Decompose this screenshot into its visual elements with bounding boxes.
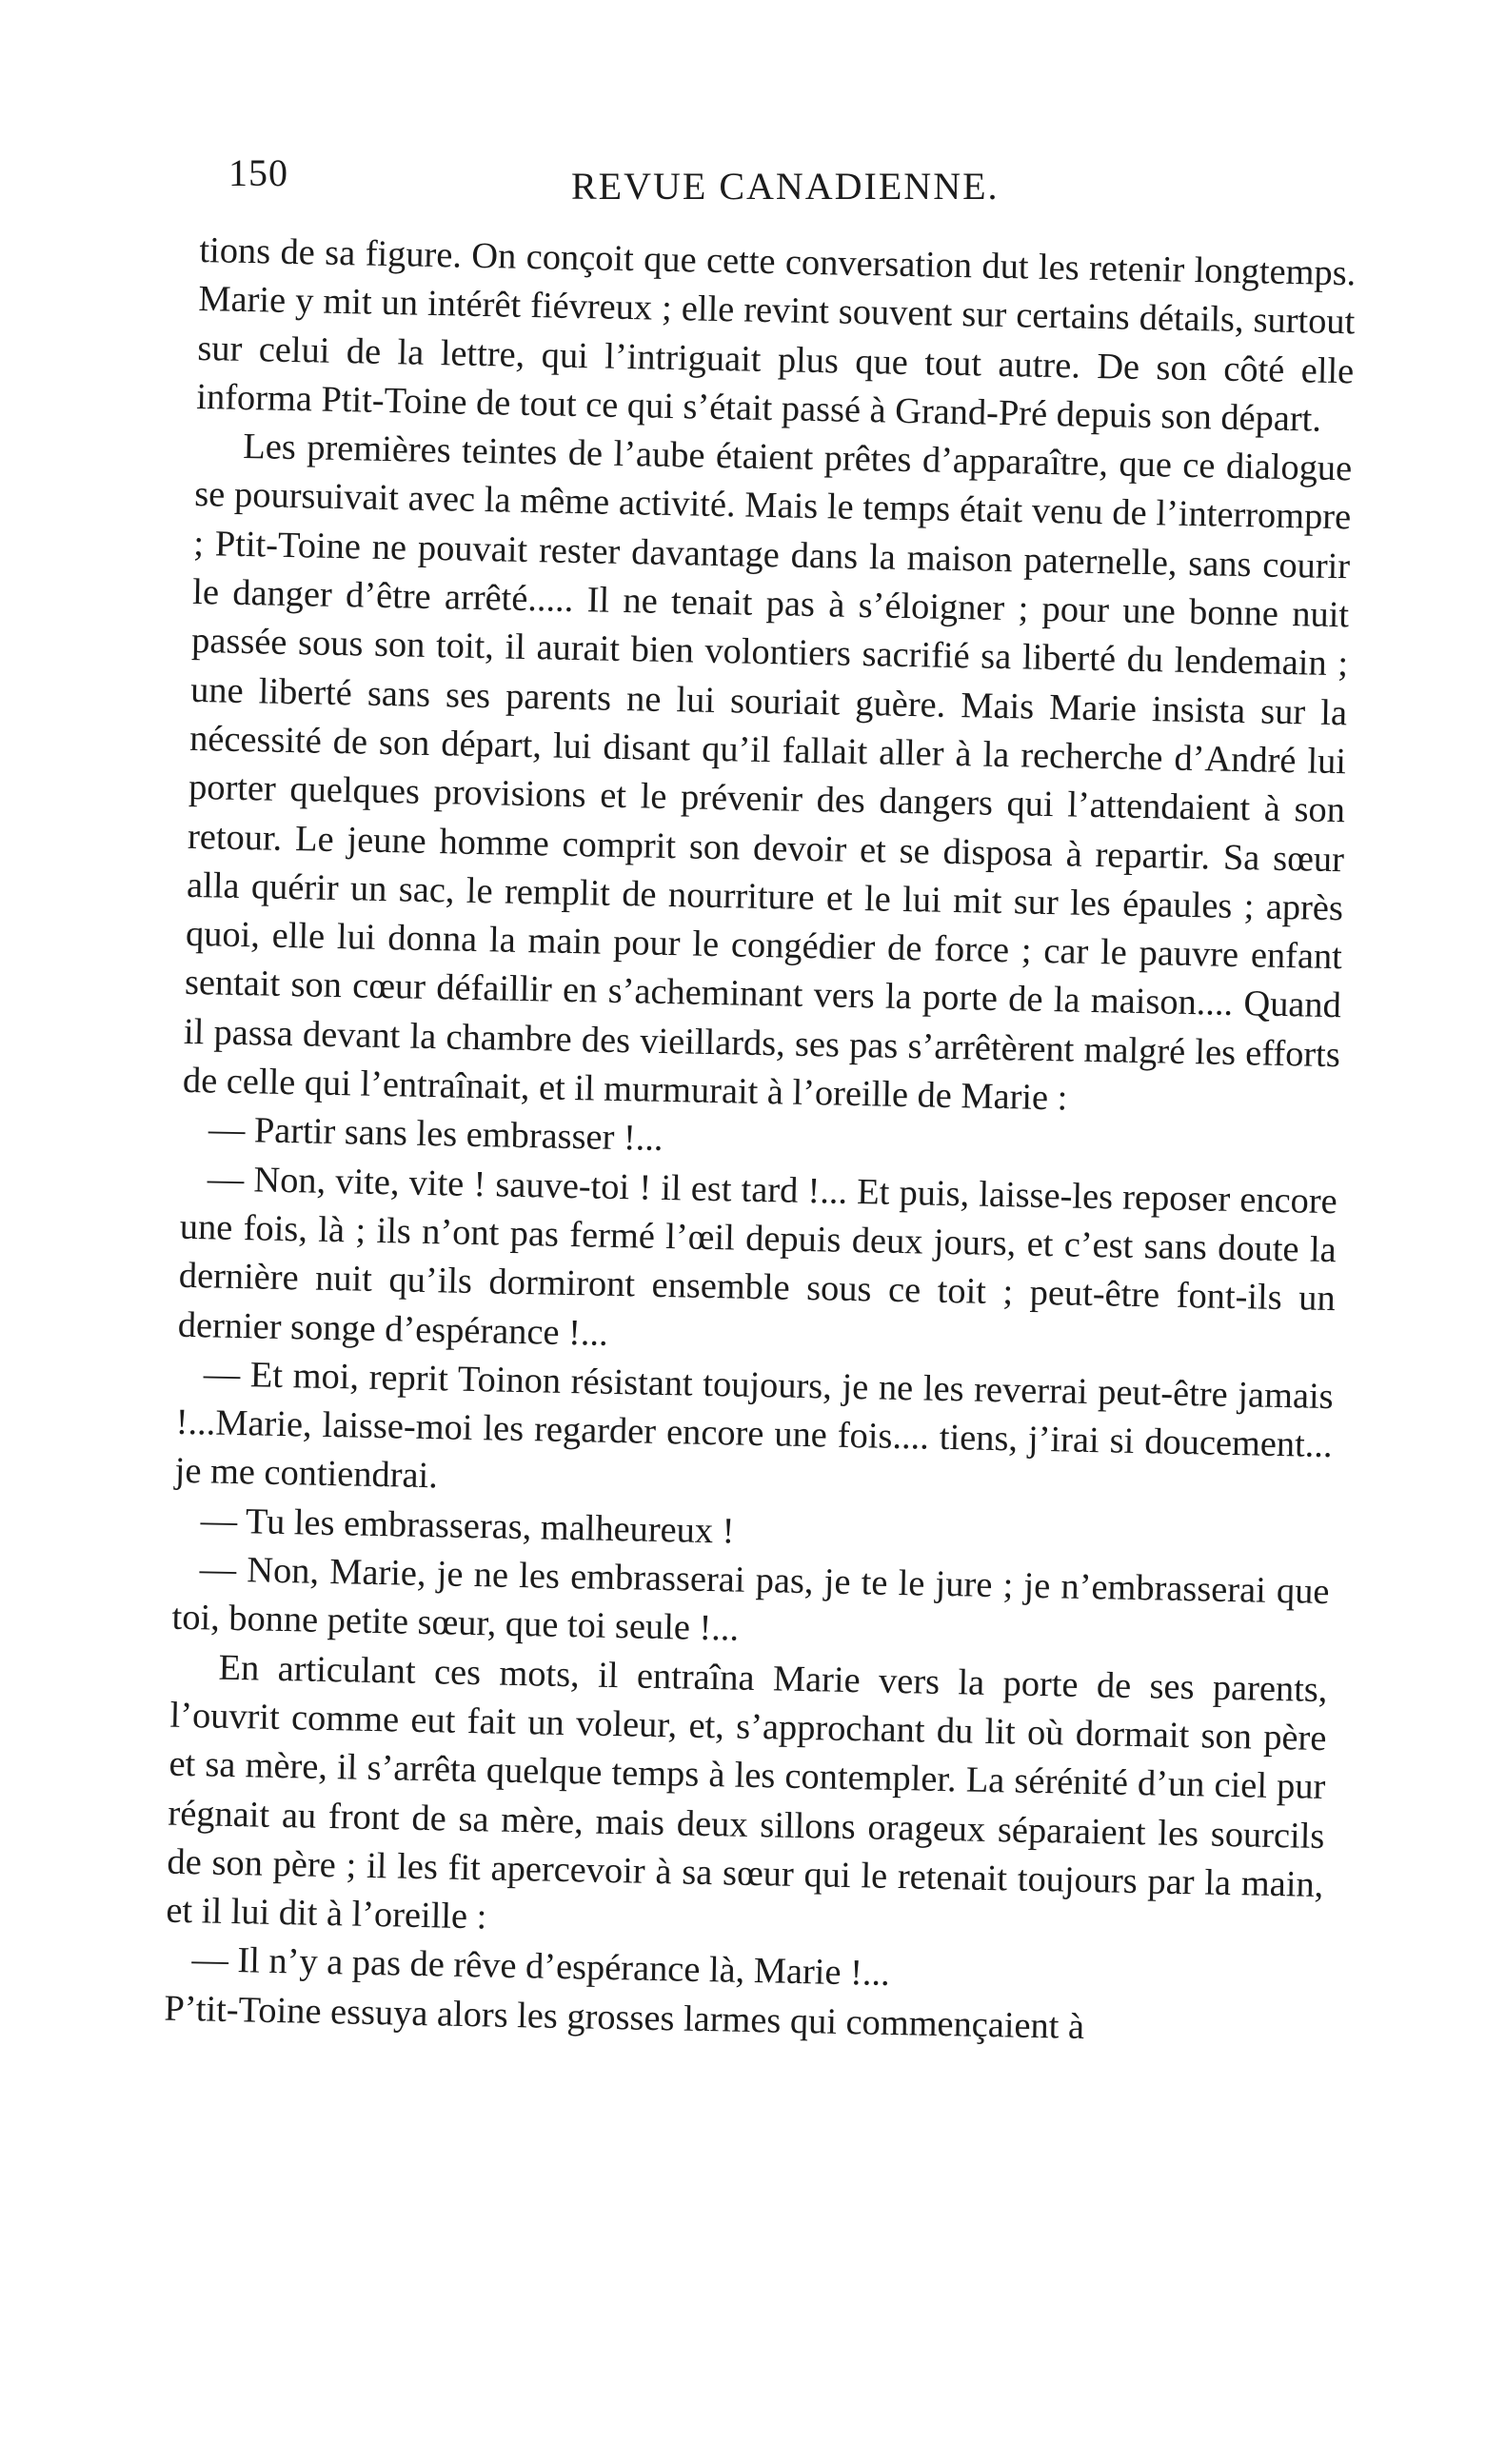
paragraph-final-line: P’tit-Toine essuya alors les grosses larmes qui commençaient à — [164, 1988, 1085, 2047]
dialogue-line: — Partir sans les embrasser !... — [208, 1109, 664, 1160]
page-number: 150 — [228, 151, 288, 194]
page-header — [228, 150, 1352, 208]
dialogue-line: — Non, Marie, je ne les embrasserai pas, je te le jure ; je n’embrasserai que toi, bonne petite sœur, que toi seule !... — [171, 1549, 1330, 1649]
paragraph: En articulant ces mots, il entraîna Marie vers la porte de ses parents, l’ouvrit comme eut fait un voleur, et, s’approchant du lit où dormait son père et sa mère, il s’arrêta quelque temps à les contempler. La sérénité d’un ciel pur régnait au front de sa mère, mais deux sillons orageux séparaient les sourcils de son père ; il les fit apercevoir à sa sœur qui le retenait toujours par la main, et il lui dit à l’oreille : — [166, 1647, 1328, 1937]
dialogue-line: — Non, vite, vite ! sauve-toi ! il est tard !... Et puis, laisse-les reposer encore une fois, là ; ils n’ont pas fermé l’œil depuis deux jours, et c’est sans doute la dernière nuit qu’ils dormiront ensemble sous ce toit ; peut-être font-ils un dernier songe d’espérance !... — [177, 1159, 1338, 1354]
body-text — [164, 227, 1357, 2057]
dialogue-line: — Et moi, reprit Toinon résistant toujours, je ne les reverrai peut-être jamais !...Marie, laisse-moi les regarder encore une fois.... tiens, j’irai si doucement... je me contiendrai. — [174, 1354, 1334, 1497]
paragraph: Les premières teintes de l’aube étaient prêtes d’apparaître, que ce dialogue se poursuivait avec la même activité. Mais le temps était venu de l’interrompre ; Ptit-Toine ne pouvait rester davantage dans la maison paternelle, sans courir le danger d’être arrêté..... Il ne tenait pas à s’éloigner ; pour une bonne nuit passée sous son toit, il aurait bien volontiers sacrifié sa liberté du lendemain ; une liberté sans ses parents ne lui souriait guère. Mais Marie insista sur la nécessité de son départ, lui disant qu’il fallait aller à la recherche d’André lui porter quelques provisions et le prévenir des dangers qui l’attendaient à son retour. Le jeune homme comprit son devoir et se disposa à repartir. Sa sœur alla quérir un sac, le remplit de nourriture et le lui mit sur les épaules ; après quoi, elle lui donna la main pour le congédier de force ; car le pauvre enfant sentait son cœur défaillir en s’acheminant vers la porte de la maison.... Quand il passa devant la chambre des vieillards, ses pas s’arrêtèrent malgré les efforts de celle qui l’entraînait, et il murmurait à l’oreille de Marie : — [182, 427, 1353, 1119]
running-title: REVUE CANADIENNE. — [571, 165, 1000, 208]
paragraph-continuation: tions de sa figure. On conçoit que cette conversation dut les retenir longtemps. Marie y mit un intérêt fiévreux ; elle revint souvent sur certains détails, surtout sur celui de la lettre, qui l’intriguait plus que tout autre. De son côté elle informa Ptit-Toine de tout ce qui s’était passé à Grand-Pré depuis son départ. — [195, 229, 1357, 440]
dialogue-line: — Tu les embrasseras, malheureux ! — [200, 1500, 735, 1552]
dialogue-line: — Il n’y a pas de rêve d’espérance là, Marie !... — [191, 1939, 891, 1995]
